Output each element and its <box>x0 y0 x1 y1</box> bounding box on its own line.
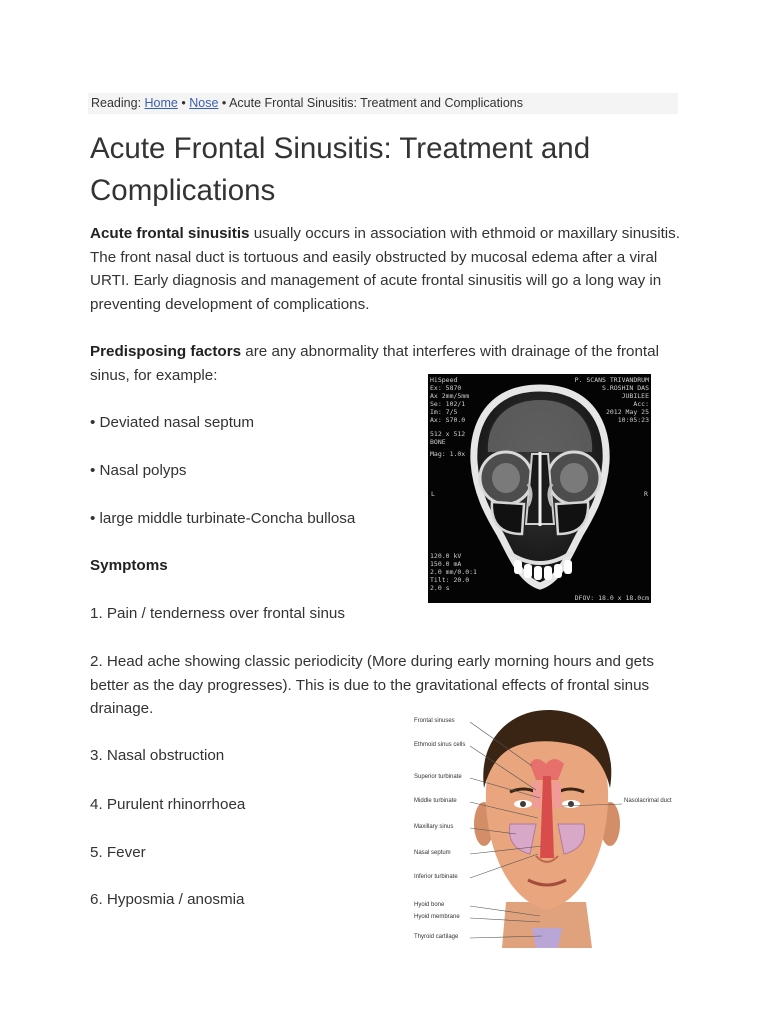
factor-item: • Nasal polyps <box>90 462 187 479</box>
ct-overlay-text: S.ROSHIN DAS <box>602 384 649 392</box>
anatomy-label: Hyoid membrane <box>414 914 460 920</box>
breadcrumb-separator: • <box>181 96 186 110</box>
anatomy-label: Nasal septum <box>414 850 451 856</box>
symptom-item: 6. Hyposmia / anosmia <box>90 891 245 908</box>
ct-overlay-text: Ex: 5870 <box>430 384 462 392</box>
ct-overlay-text: Mag: 1.0x <box>430 450 466 458</box>
anatomy-label: Frontal sinuses <box>414 718 455 724</box>
ct-scan-drawing <box>428 374 651 603</box>
anatomy-drawing <box>412 706 672 948</box>
ct-overlay-text: Ax 2mm/5mm <box>430 392 470 400</box>
ct-overlay-text: 150.0 mA <box>430 560 462 568</box>
factor-item: • Deviated nasal septum <box>90 414 255 431</box>
breadcrumb <box>88 93 678 114</box>
anatomy-label: Superior turbinate <box>414 774 462 780</box>
predisposing-text: are any abnormality that interferes with drainage of the frontal sinus, for example: <box>90 343 659 384</box>
symptom-item: 1. Pain / tenderness over frontal sinus <box>90 605 345 622</box>
ct-overlay-text: JUBILEE <box>621 392 649 400</box>
anatomy-label: Nasolacrimal duct <box>624 798 672 804</box>
symptoms-heading: Symptoms <box>90 557 168 574</box>
symptom-item: 3. Nasal obstruction <box>90 747 225 764</box>
breadcrumb-separator: • <box>221 96 227 110</box>
ct-overlay-text: Ax: S70.0 <box>430 416 466 424</box>
anatomy-label: Hyoid bone <box>414 902 445 908</box>
ct-overlay-text: 10:05:23 <box>617 416 649 424</box>
sinus-anatomy-illustration <box>412 706 672 948</box>
symptom-item: 4. Purulent rhinorrhoea <box>90 796 246 813</box>
ct-overlay-text: 512 x 512 <box>430 430 466 438</box>
anatomy-label: Maxillary sinus <box>414 824 454 830</box>
ct-overlay-text: Acc: <box>633 400 649 408</box>
intro-paragraph <box>90 222 690 316</box>
ct-side-marker: R <box>644 490 648 498</box>
ct-overlay-text: BONE <box>430 438 446 446</box>
ct-overlay-text: 2.0 mm/0.0:1 <box>430 568 477 576</box>
anatomy-label: Middle turbinate <box>414 798 457 804</box>
anatomy-label: Thyroid cartilage <box>414 934 459 940</box>
ct-side-marker: L <box>431 490 435 498</box>
anatomy-label: Inferior turbinate <box>414 874 458 880</box>
ct-overlay-text: Tilt: 20.0 <box>430 576 470 584</box>
breadcrumb-current: Acute Frontal Sinusitis: Treatment and Complications <box>229 96 523 110</box>
symptom-item: 5. Fever <box>90 844 146 861</box>
ct-scan-image <box>428 374 651 603</box>
breadcrumb-prefix: Reading: <box>91 96 142 110</box>
ct-overlay-text: 2012 May 25 <box>605 408 649 416</box>
ct-overlay-text: 2.0 s <box>430 584 450 592</box>
anatomy-label: Ethmoid sinus cells <box>414 742 466 748</box>
page-title: Acute Frontal Sinusitis: Treatment and Complications <box>90 132 591 207</box>
ct-overlay-text: 120.0 kV <box>430 552 462 560</box>
symptom-item: 2. Head ache showing classic periodicity (More during early morning hours and gets better as the day progresses). This is due to the gravitational effects of frontal sinus drainage. <box>90 653 654 717</box>
predisposing-bold-term: Predisposing factors <box>90 343 242 360</box>
ct-overlay-text: P. SCANS TRIVANDRUM <box>574 376 649 384</box>
ct-overlay-text: HiSpeed <box>430 376 458 384</box>
intro-text: usually occurs in association with ethmoid or maxillary sinusitis. The front nasal duct is tortuous and easily obstructed by mucosal edema after a viral URTI. Early diagnosis and management of acute frontal sinusitis will go a long way in preventing development of complications. <box>90 225 680 313</box>
breadcrumb-home-link[interactable]: Home <box>144 96 178 110</box>
intro-bold-term: Acute frontal sinusitis <box>90 225 250 242</box>
breadcrumb-nose-link[interactable]: Nose <box>189 96 219 110</box>
ct-overlay-text: Se: 102/1 <box>430 400 466 408</box>
ct-overlay-text: DFOV: 18.0 x 18.0cm <box>574 594 649 602</box>
factor-item: • large middle turbinate-Concha bullosa <box>90 510 356 527</box>
ct-overlay-text: Im: 7/5 <box>430 408 458 416</box>
